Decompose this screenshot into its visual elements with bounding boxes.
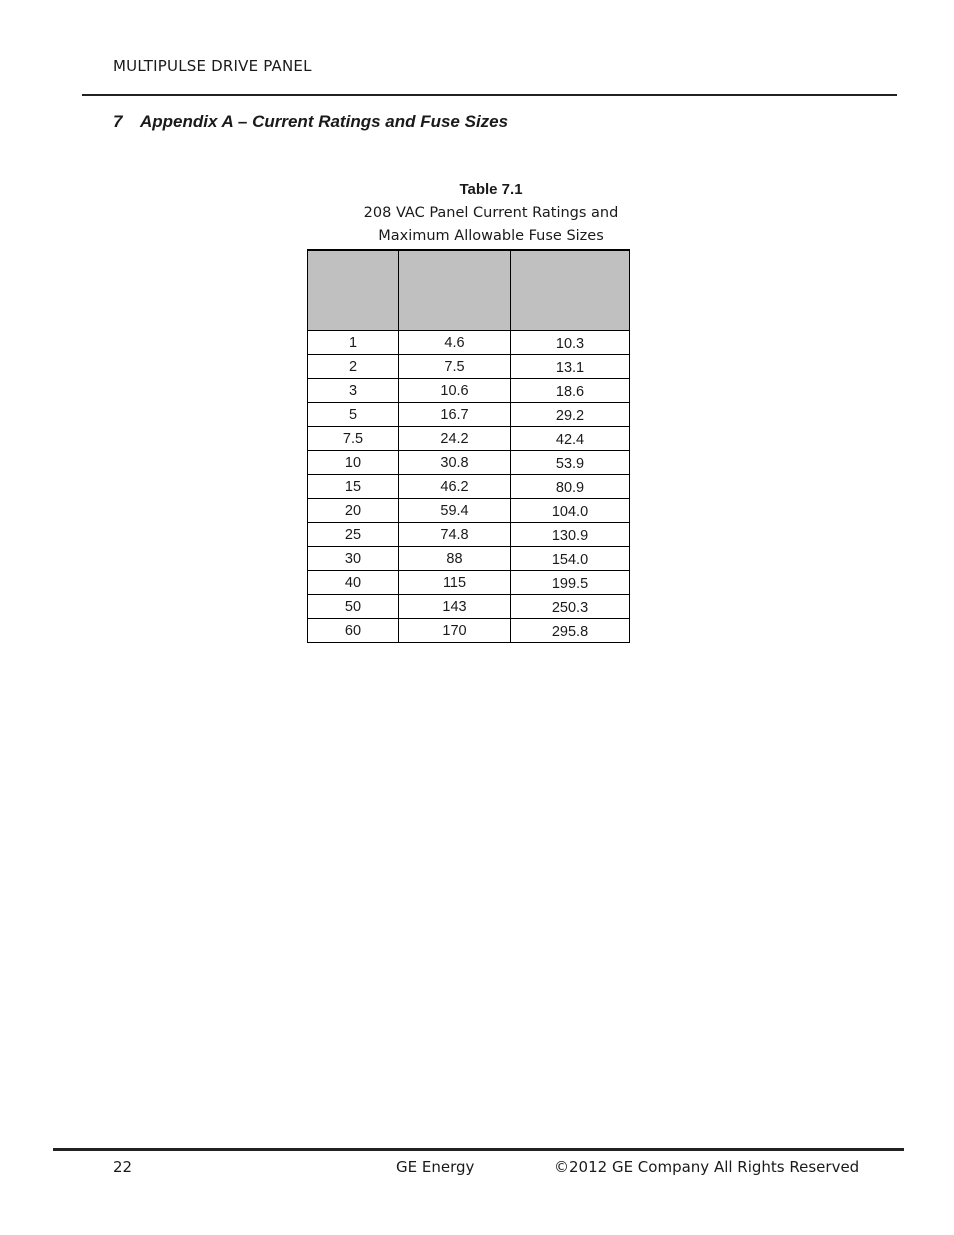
table-cell: 2: [308, 355, 399, 379]
table-cell: 40: [308, 571, 399, 595]
table-cell: 154.0: [511, 547, 630, 571]
table-row: [308, 379, 630, 403]
table-cell: 115: [399, 571, 511, 595]
section-heading: [113, 112, 508, 132]
table-cell: 5: [308, 403, 399, 427]
section-number: 7: [113, 112, 123, 131]
table-cell: 10.6: [399, 379, 511, 403]
table-cell: 13.1: [511, 355, 630, 379]
table-row: [308, 523, 630, 547]
running-header: MULTIPULSE DRIVE PANEL: [113, 57, 312, 75]
table-cell: 15: [308, 475, 399, 499]
footer-copyright: ©2012 GE Company All Rights Reserved: [554, 1158, 860, 1176]
footer-divider: [53, 1148, 904, 1151]
table-cell: 60: [308, 619, 399, 643]
table-cell: 4.6: [399, 331, 511, 355]
table-cell: 25: [308, 523, 399, 547]
table-cell: 42.4: [511, 427, 630, 451]
section-title: Appendix A – Current Ratings and Fuse Sizes: [140, 112, 509, 131]
table-cell: 16.7: [399, 403, 511, 427]
table-header-row: [308, 250, 630, 331]
table-cell: 7.5: [308, 427, 399, 451]
table-row: [308, 355, 630, 379]
table-cell: 29.2: [511, 403, 630, 427]
table-row: [308, 451, 630, 475]
table-caption-line-2: Maximum Allowable Fuse Sizes: [378, 228, 604, 244]
ratings-table: [307, 249, 630, 643]
table-cell: 46.2: [399, 475, 511, 499]
table-row: [308, 475, 630, 499]
table-cell: 143: [399, 595, 511, 619]
header-cell-2: [399, 250, 511, 331]
table-row: [308, 547, 630, 571]
table-cell: 18.6: [511, 379, 630, 403]
table-row: [308, 571, 630, 595]
table-cell: 170: [399, 619, 511, 643]
table-cell: 53.9: [511, 451, 630, 475]
table-cell: 250.3: [511, 595, 630, 619]
table-row: [308, 499, 630, 523]
table-cell: 59.4: [399, 499, 511, 523]
table-row: [308, 403, 630, 427]
table-cell: 104.0: [511, 499, 630, 523]
table-cell: 3: [308, 379, 399, 403]
table-cell: 20: [308, 499, 399, 523]
table-cell: 74.8: [399, 523, 511, 547]
table-row: [308, 331, 630, 355]
table-cell: 10: [308, 451, 399, 475]
table-cell: 50: [308, 595, 399, 619]
table-caption-line-1: 208 VAC Panel Current Ratings and: [363, 205, 619, 221]
header-divider: [82, 94, 897, 96]
table-row: [308, 595, 630, 619]
table-label: Table 7.1: [459, 181, 523, 198]
table-cell: 30.8: [399, 451, 511, 475]
table-cell: 199.5: [511, 571, 630, 595]
table-cell: 24.2: [399, 427, 511, 451]
table-cell: 30: [308, 547, 399, 571]
table-cell: 7.5: [399, 355, 511, 379]
table-cell: 295.8: [511, 619, 630, 643]
table-cell: 10.3: [511, 331, 630, 355]
header-cell-3: [511, 250, 630, 331]
table-cell: 80.9: [511, 475, 630, 499]
header-cell-1: [308, 250, 399, 331]
table-row: [308, 619, 630, 643]
table-row: [308, 427, 630, 451]
footer-company: GE Energy: [396, 1158, 475, 1176]
table-cell: 130.9: [511, 523, 630, 547]
page-number: 22: [113, 1158, 133, 1176]
table-cell: 1: [308, 331, 399, 355]
table-cell: 88: [399, 547, 511, 571]
